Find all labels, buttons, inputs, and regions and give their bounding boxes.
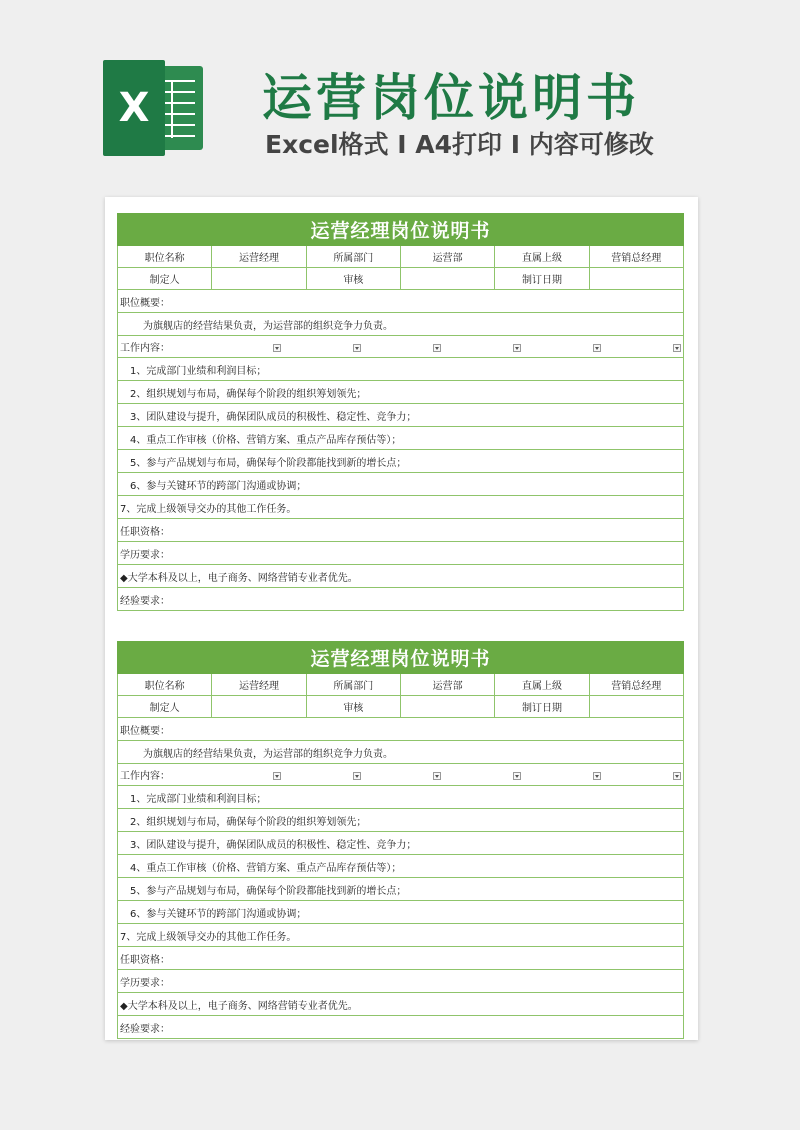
qualification-label: 任职资格：: [120, 526, 170, 538]
duty-row[interactable]: [117, 427, 684, 450]
duty-row[interactable]: [117, 809, 684, 832]
overview-text: 为旗舰店的经营结果负责，为运营部的组织竞争力负责。: [143, 748, 393, 760]
filter-cell: [283, 764, 363, 785]
cell-date-value[interactable]: [590, 268, 683, 289]
duty-row[interactable]: [117, 901, 684, 924]
filter-dropdown-icon[interactable]: [433, 344, 441, 352]
logo-grid: [161, 80, 195, 138]
cell-superior-label[interactable]: 直属上级: [495, 674, 589, 695]
filter-dropdown-icon[interactable]: [273, 772, 281, 780]
experience-label: 经验要求：: [120, 1023, 170, 1035]
cell-review-value[interactable]: [401, 696, 495, 717]
cell-author-label[interactable]: 制定人: [118, 696, 212, 717]
filter-cell: [603, 764, 683, 785]
job-description-form: [117, 641, 684, 1039]
duty-row[interactable]: [117, 358, 684, 381]
cell-department-label[interactable]: 所属部门: [307, 674, 401, 695]
cell-position-value[interactable]: 运营经理: [212, 674, 306, 695]
cell-department-label[interactable]: 所属部门: [307, 246, 401, 267]
filter-dropdown-icon[interactable]: [513, 772, 521, 780]
info-row-2: [117, 268, 684, 290]
cell-date-label[interactable]: 制订日期: [495, 696, 589, 717]
duty-text: 7、完成上级领导交办的其他工作任务。: [120, 503, 297, 515]
filter-dropdown-icon[interactable]: [433, 772, 441, 780]
education-label: 学历要求：: [120, 977, 170, 989]
filter-dropdown-icon[interactable]: [353, 772, 361, 780]
filter-dropdown-icon[interactable]: [593, 344, 601, 352]
cell-review-label[interactable]: 审核: [307, 696, 401, 717]
page-subtitle: Excel格式 I A4打印 I 内容可修改: [265, 130, 654, 159]
cell-author-label[interactable]: 制定人: [118, 268, 212, 289]
duty-text: 4、重点工作审核（价格、营销方案、重点产品库存预估等）；: [130, 434, 402, 446]
duty-text: 7、完成上级领导交办的其他工作任务。: [120, 931, 297, 943]
experience-row[interactable]: [117, 1016, 684, 1039]
overview-label-row[interactable]: [117, 290, 684, 313]
education-text-row[interactable]: [117, 993, 684, 1016]
filter-cell: [443, 336, 523, 357]
filter-cell: [363, 764, 443, 785]
overview-text-row[interactable]: [117, 741, 684, 764]
duty-text: 5、参与产品规划与布局，确保每个阶段都能找到新的增长点；: [130, 885, 407, 897]
cell-superior-value[interactable]: 营销总经理: [611, 681, 662, 692]
filter-cell: [203, 764, 283, 785]
job-description-form: [117, 213, 684, 611]
duty-row[interactable]: [117, 450, 684, 473]
page-title: 运营岗位说明书: [262, 69, 640, 127]
cell-department-value[interactable]: 运营部: [401, 246, 495, 267]
cell-date-value[interactable]: [590, 696, 683, 717]
filter-dropdown-icon[interactable]: [593, 772, 601, 780]
duty-text: 3、团队建设与提升，确保团队成员的积极性、稳定性、竞争力；: [130, 839, 417, 851]
duty-text: 1、完成部门业绩和利润目标；: [130, 365, 267, 377]
duty-row[interactable]: [117, 924, 684, 947]
duty-text: 3、团队建设与提升，确保团队成员的积极性、稳定性、竞争力；: [130, 411, 417, 423]
education-label-row[interactable]: [117, 542, 684, 565]
overview-text-row[interactable]: [117, 313, 684, 336]
experience-row[interactable]: [117, 588, 684, 611]
qualification-row[interactable]: [117, 519, 684, 542]
work-label: 工作内容：: [120, 771, 170, 782]
filter-cell: [363, 336, 443, 357]
duty-text: 2、组织规划与布局，确保每个阶段的组织筹划领先；: [130, 816, 367, 828]
duty-row[interactable]: [117, 832, 684, 855]
filter-cell: [443, 764, 523, 785]
duty-row[interactable]: [117, 855, 684, 878]
education-text: ◆大学本科及以上，电子商务、网络营销专业者优先。: [120, 572, 358, 584]
overview-label: 职位概要：: [120, 297, 170, 309]
cell-position-label[interactable]: 职位名称: [118, 246, 212, 267]
duty-row[interactable]: [117, 473, 684, 496]
cell-department-value[interactable]: 运营部: [401, 674, 495, 695]
filter-cell: [283, 336, 363, 357]
logo-front-tile: [103, 60, 165, 156]
filter-cell: [203, 336, 283, 357]
form-heading: 运营经理岗位说明书: [117, 641, 684, 674]
filter-dropdown-icon[interactable]: [513, 344, 521, 352]
duty-row[interactable]: [117, 496, 684, 519]
work-content-row: [117, 336, 684, 358]
filter-dropdown-icon[interactable]: [673, 772, 681, 780]
filter-cell: [603, 336, 683, 357]
cell-superior-value[interactable]: 营销总经理: [611, 253, 662, 264]
qualification-row[interactable]: [117, 947, 684, 970]
education-label: 学历要求：: [120, 549, 170, 561]
cell-superior-label[interactable]: 直属上级: [495, 246, 589, 267]
logo-letter: X: [118, 85, 150, 131]
cell-position-label[interactable]: 职位名称: [118, 674, 212, 695]
filter-dropdown-icon[interactable]: [353, 344, 361, 352]
excel-logo-icon: [103, 60, 203, 156]
form-heading: 运营经理岗位说明书: [117, 213, 684, 246]
overview-text: 为旗舰店的经营结果负责，为运营部的组织竞争力负责。: [143, 320, 393, 332]
overview-label-row[interactable]: [117, 718, 684, 741]
overview-label: 职位概要：: [120, 725, 170, 737]
filter-dropdown-icon[interactable]: [273, 344, 281, 352]
work-content-row: [117, 764, 684, 786]
filter-dropdown-icon[interactable]: [673, 344, 681, 352]
cell-review-label[interactable]: 审核: [307, 268, 401, 289]
duty-row[interactable]: [117, 381, 684, 404]
duty-text: 6、参与关键环节的跨部门沟通或协调；: [130, 480, 307, 492]
cell-author-value[interactable]: [212, 696, 306, 717]
education-text-row[interactable]: [117, 565, 684, 588]
filter-cell: [523, 336, 603, 357]
work-label: 工作内容：: [120, 343, 170, 354]
cell-position-value[interactable]: 运营经理: [212, 246, 306, 267]
cell-date-label[interactable]: 制订日期: [495, 268, 589, 289]
filter-cell: [523, 764, 603, 785]
education-label-row[interactable]: [117, 970, 684, 993]
duty-text: 2、组织规划与布局，确保每个阶段的组织筹划领先；: [130, 388, 367, 400]
duty-row[interactable]: [117, 878, 684, 901]
duty-text: 6、参与关键环节的跨部门沟通或协调；: [130, 908, 307, 920]
duty-row[interactable]: [117, 404, 684, 427]
duty-row[interactable]: [117, 786, 684, 809]
experience-label: 经验要求：: [120, 595, 170, 607]
education-text: ◆大学本科及以上，电子商务、网络营销专业者优先。: [120, 1000, 358, 1012]
duty-text: 5、参与产品规划与布局，确保每个阶段都能找到新的增长点；: [130, 457, 407, 469]
info-row-2: [117, 696, 684, 718]
cell-review-value[interactable]: [401, 268, 495, 289]
duty-text: 1、完成部门业绩和利润目标；: [130, 793, 267, 805]
cell-author-value[interactable]: [212, 268, 306, 289]
qualification-label: 任职资格：: [120, 954, 170, 966]
duty-text: 4、重点工作审核（价格、营销方案、重点产品库存预估等）；: [130, 862, 402, 874]
info-row-1: [117, 246, 684, 268]
info-row-1: [117, 674, 684, 696]
